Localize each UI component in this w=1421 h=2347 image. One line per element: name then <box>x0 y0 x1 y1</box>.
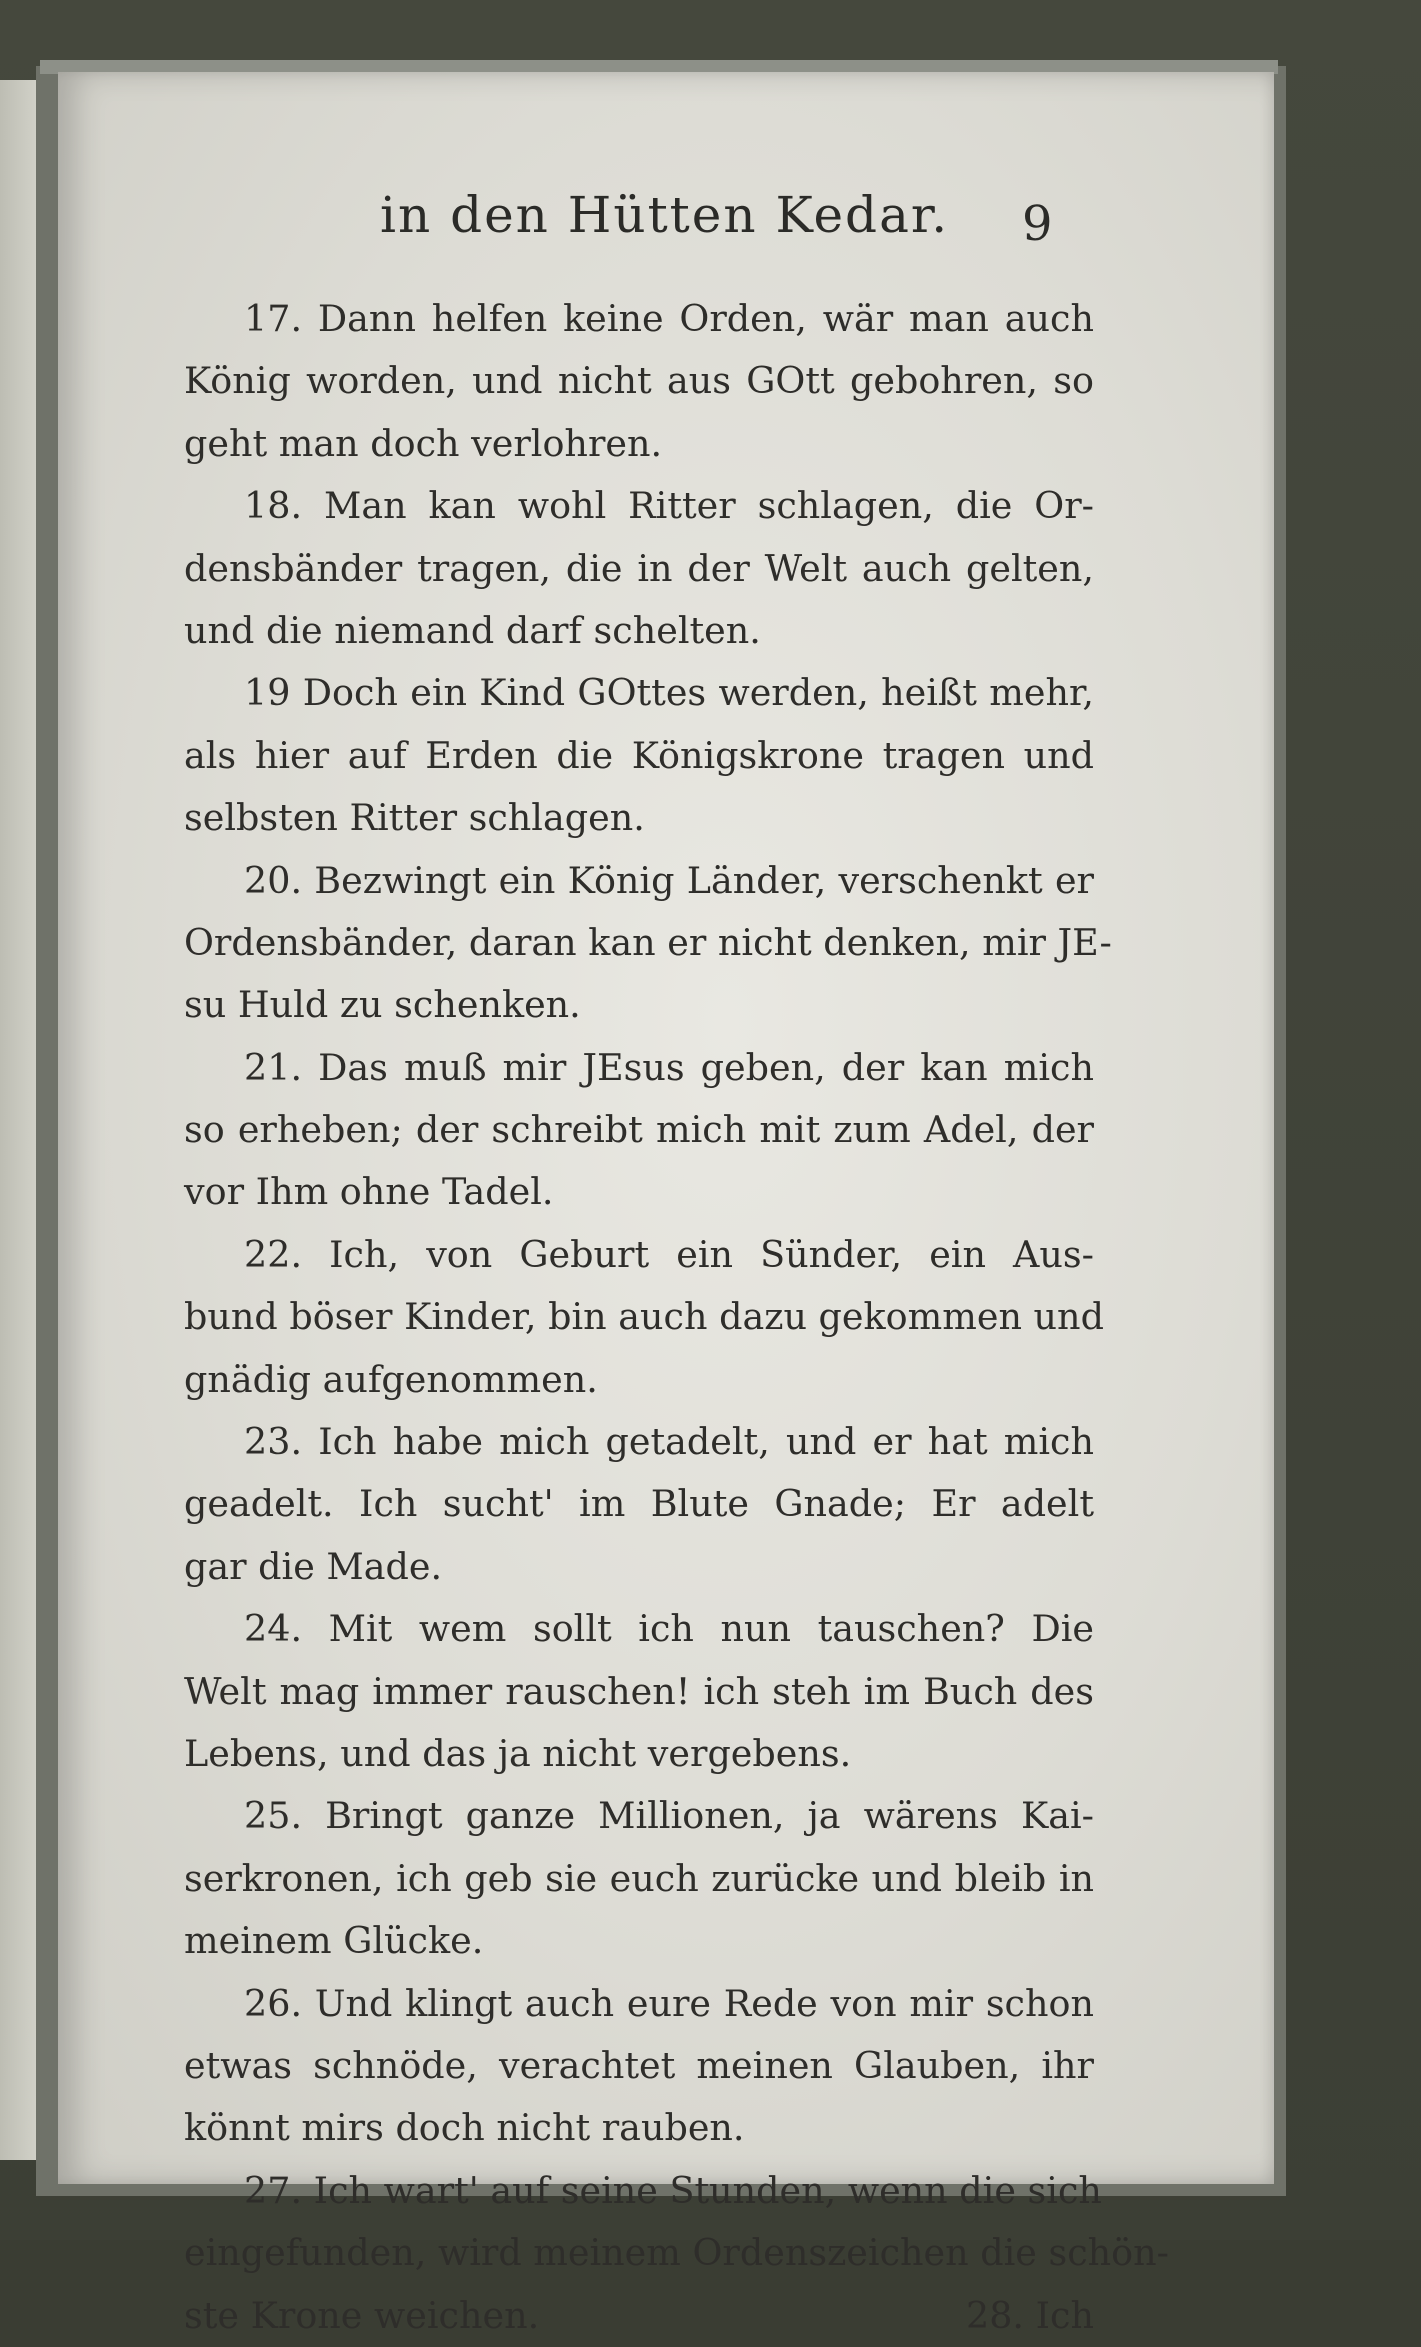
text-line: 22. Ich, von Geburt ein Sünder, ein Aus- <box>244 1232 1094 1276</box>
text-line: geadelt. Ich sucht' im Blute Gnade; Er adelt <box>184 1482 1094 1526</box>
final-line: ste Krone weichen. <box>184 2293 540 2337</box>
text-line: Ordensbänder, daran kan er nicht denken, mir JE- <box>184 920 1112 964</box>
text-line: 26. Und klingt auch eure Rede von mir schon <box>244 1981 1094 2025</box>
text-line: etwas schnöde, verachtet meinen Glauben, ihr <box>184 2043 1094 2087</box>
text-line: densbänder tragen, die in der Welt auch gelten, <box>184 546 1094 590</box>
text-line: könnt mirs doch nicht rauben. <box>184 2106 745 2150</box>
text-line: 27. Ich wart' auf seine Stunden, wenn die sich <box>244 2168 1102 2212</box>
text-line: vor Ihm ohne Tadel. <box>184 1170 554 1214</box>
text-line: selbsten Ritter schlagen. <box>184 796 645 840</box>
text-line: gar die Made. <box>184 1544 443 1588</box>
page-body-text <box>184 288 1169 2347</box>
text-line: König worden, und nicht aus GOtt gebohren, so <box>184 359 1094 403</box>
page-number: 9 <box>1022 196 1053 252</box>
final-line-row <box>184 2285 1094 2347</box>
text-line: Lebens, und das ja nicht vergebens. <box>184 1731 852 1775</box>
text-line: su Huld zu schenken. <box>184 983 581 1027</box>
text-line: 20. Bezwingt ein König Länder, verschenkt er <box>244 858 1094 902</box>
catchword: 28. Ich <box>965 2293 1094 2337</box>
text-line: Welt mag immer rauschen! ich steh im Buch des <box>184 1669 1094 1713</box>
text-line: so erheben; der schreibt mich mit zum Adel, der <box>184 1108 1094 1152</box>
text-line: geht man doch verlohren. <box>184 421 663 465</box>
text-line: und die niemand darf schelten. <box>184 608 761 652</box>
text-line: 19 Doch ein Kind GOttes werden, heißt mehr, <box>244 671 1094 715</box>
text-line: eingefunden, wird meinem Ordenszeichen die schön- <box>184 2231 1169 2275</box>
text-line: bund böser Kinder, bin auch dazu gekommen und <box>184 1295 1104 1339</box>
text-line: 25. Bringt ganze Millionen, ja wärens Kai- <box>244 1794 1094 1838</box>
text-line: 23. Ich habe mich getadelt, und er hat mich <box>244 1420 1094 1464</box>
text-line: 18. Man kan wohl Ritter schlagen, die Or- <box>244 484 1094 528</box>
text-lines <box>184 288 1169 2285</box>
text-line: gnädig aufgenommen. <box>184 1357 598 1401</box>
text-line: serkronen, ich geb sie euch zurücke und bleib in <box>184 1856 1094 1900</box>
running-title: in den Hütten Kedar. <box>380 186 950 244</box>
text-line: als hier auf Erden die Königskrone tragen und <box>184 733 1094 777</box>
text-line: 17. Dann helfen keine Orden, wär man auch <box>244 297 1094 340</box>
text-line: meinem Glücke. <box>184 1919 484 1963</box>
text-line: 21. Das muß mir JEsus geben, der kan mich <box>244 1045 1094 1089</box>
text-line: 24. Mit wem sollt ich nun tauschen? Die <box>244 1607 1094 1651</box>
